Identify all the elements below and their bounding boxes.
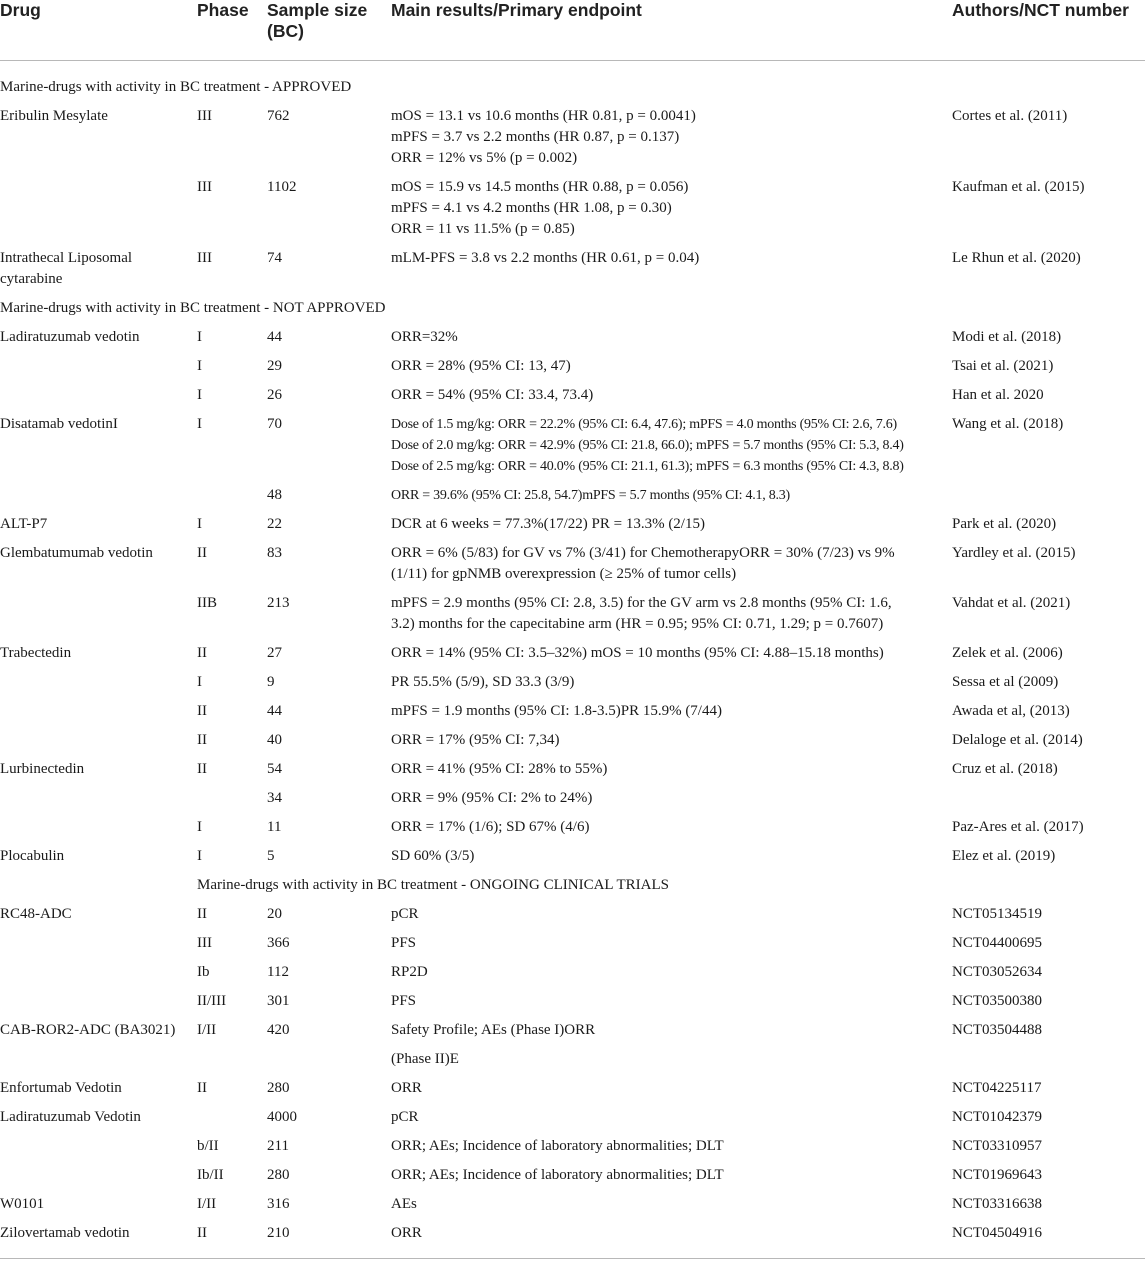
table-row: [0, 106, 1145, 177]
phase-cell: IIB: [197, 595, 217, 611]
results-cell: [391, 991, 952, 1020]
results-cell: [391, 514, 952, 543]
results-cell: [391, 414, 952, 485]
table-row: [0, 385, 1145, 414]
bottom-rule: [0, 1259, 1145, 1261]
author-cell: NCT04400695: [952, 935, 1042, 951]
author-cell: Sessa et al (2009): [952, 674, 1059, 690]
phase-cell: III: [197, 250, 212, 266]
header-sample-size: Sample size (BC): [267, 0, 391, 61]
result-line: (1/11) for gpNMB overexpression (≥ 25% of tumor cells): [391, 566, 737, 582]
author-cell: [952, 485, 1145, 514]
result-line: mOS = 13.1 vs 10.6 months (HR 0.81, p = 0.0041): [391, 108, 696, 124]
results-cell: [391, 1049, 952, 1078]
drug-cell: CAB-ROR2-ADC (BA3021): [0, 1022, 176, 1038]
result-line: ORR = 6% (5/83) for GV vs 7% (3/41) for ChemotherapyORR = 30% (7/23) vs 9%: [391, 545, 895, 561]
drug-cell: [0, 177, 197, 248]
author-cell: Cortes et al. (2011): [952, 108, 1068, 124]
author-cell: Wang et al. (2018): [952, 416, 1064, 432]
table-row: [0, 933, 1145, 962]
sample-size-cell: 44: [267, 703, 282, 719]
sample-size-cell: 1102: [267, 179, 297, 195]
table-footer: [0, 1259, 1145, 1261]
sample-size-cell: 213: [267, 595, 290, 611]
author-cell: Elez et al. (2019): [952, 848, 1056, 864]
author-cell: NCT05134519: [952, 906, 1042, 922]
table-row: [0, 514, 1145, 543]
result-line: pCR: [391, 1109, 419, 1125]
phase-cell: II: [197, 545, 207, 561]
results-cell: [391, 543, 952, 593]
drug-cell: [0, 701, 197, 730]
phase-cell: II: [197, 703, 207, 719]
phase-cell: [197, 485, 267, 514]
drug-cell: [0, 817, 197, 846]
drug-cell: Lurbinectedin: [0, 761, 85, 777]
phase-cell: I: [197, 848, 202, 864]
sample-size-cell: 211: [267, 1138, 289, 1154]
sample-size-cell: 26: [267, 387, 282, 403]
result-line: pCR: [391, 906, 419, 922]
table-row: [0, 701, 1145, 730]
result-line: Dose of 1.5 mg/kg: ORR = 22.2% (95% CI: 6.4, 47.6); mPFS = 4.0 months (95% CI: 2.6, 7.6): [391, 417, 897, 432]
phase-cell: II: [197, 1225, 207, 1241]
header-main-results: Main results/Primary endpoint: [391, 0, 952, 61]
result-line: ORR = 11 vs 11.5% (p = 0.85): [391, 221, 575, 237]
author-cell: [952, 1049, 1145, 1078]
drug-cell: Trabectedin: [0, 645, 72, 661]
drug-cell: [0, 356, 197, 385]
phase-cell: I: [197, 674, 202, 690]
table-row: [0, 1223, 1145, 1259]
table-row: [0, 962, 1145, 991]
result-line: ORR=32%: [391, 329, 458, 345]
table-header: [0, 0, 1145, 61]
results-cell: [391, 1194, 952, 1223]
result-line: SD 60% (3/5): [391, 848, 475, 864]
sample-size-cell: 420: [267, 1022, 290, 1038]
drug-cell: Ladiratuzumab Vedotin: [0, 1109, 141, 1125]
phase-cell: I: [197, 387, 202, 403]
table-row: [0, 991, 1145, 1020]
sample-size-cell: 54: [267, 761, 282, 777]
phase-cell: [197, 1107, 267, 1136]
author-cell: NCT03052634: [952, 964, 1042, 980]
table-row: [0, 759, 1145, 788]
table-row: [0, 817, 1145, 846]
sample-size-cell: 316: [267, 1196, 290, 1212]
phase-cell: I: [197, 329, 202, 345]
author-cell: Modi et al. (2018): [952, 329, 1062, 345]
sample-size-cell: 20: [267, 906, 282, 922]
sample-size-cell: 11: [267, 819, 282, 835]
results-cell: [391, 485, 952, 514]
result-line: mPFS = 3.7 vs 2.2 months (HR 0.87, p = 0.137): [391, 129, 680, 145]
section-label: Marine-drugs with activity in BC treatment - ONGOING CLINICAL TRIALS: [197, 877, 670, 893]
sample-size-cell: 366: [267, 935, 290, 951]
result-line: mPFS = 2.9 months (95% CI: 2.8, 3.5) for the GV arm vs 2.8 months (95% CI: 1.6,: [391, 595, 892, 611]
result-line: mPFS = 1.9 months (95% CI: 1.8-3.5)PR 15.9% (7/44): [391, 703, 722, 719]
drug-cell: ALT-P7: [0, 516, 48, 532]
drug-cell: [0, 788, 197, 817]
drug-cell: Glembatumumab vedotin: [0, 545, 153, 561]
result-line: AEs: [391, 1196, 417, 1212]
phase-cell: I/II: [197, 1196, 217, 1212]
author-cell: Kaufman et al. (2015): [952, 179, 1085, 195]
section-label: Marine-drugs with activity in BC treatment - APPROVED: [0, 79, 352, 95]
author-cell: Zelek et al. (2006): [952, 645, 1063, 661]
table-row: [0, 593, 1145, 643]
phase-cell: II: [197, 761, 207, 777]
author-cell: NCT04504916: [952, 1225, 1042, 1241]
header-phase: Phase: [197, 0, 267, 61]
results-cell: [391, 817, 952, 846]
author-cell: NCT03316638: [952, 1196, 1042, 1212]
author-cell: NCT04225117: [952, 1080, 1042, 1096]
table-row: [0, 248, 1145, 298]
sample-size-cell: 762: [267, 108, 290, 124]
result-line: ORR = 17% (95% CI: 7,34): [391, 732, 560, 748]
drug-cell: [0, 672, 197, 701]
phase-cell: II: [197, 1080, 207, 1096]
phase-cell: Ib: [197, 964, 210, 980]
sample-size-cell: 70: [267, 416, 282, 432]
table-row: [0, 327, 1145, 356]
sample-size-cell: 48: [267, 487, 282, 503]
result-line: Dose of 2.0 mg/kg: ORR = 42.9% (95% CI: 21.8, 66.0); mPFS = 5.7 months (95% CI: 5.3, 8.4): [391, 438, 904, 453]
phase-cell: II: [197, 906, 207, 922]
author-cell: NCT01969643: [952, 1167, 1042, 1183]
sample-size-cell: 29: [267, 358, 282, 374]
drug-cell: [0, 962, 197, 991]
phase-cell: [197, 788, 267, 817]
sample-size-cell: 27: [267, 645, 282, 661]
phase-cell: I: [197, 819, 202, 835]
phase-cell: I: [197, 516, 202, 532]
phase-cell: II: [197, 645, 207, 661]
result-line: ORR = 41% (95% CI: 28% to 55%): [391, 761, 608, 777]
author-cell: NCT03310957: [952, 1138, 1042, 1154]
sample-size-cell: 280: [267, 1080, 290, 1096]
author-cell: Paz-Ares et al. (2017): [952, 819, 1084, 835]
result-line: mOS = 15.9 vs 14.5 months (HR 0.88, p = 0.056): [391, 179, 689, 195]
sample-size-cell: 280: [267, 1167, 290, 1183]
drug-cell: RC48-ADC: [0, 906, 72, 922]
results-cell: [391, 248, 952, 298]
author-cell: Vahdat et al. (2021): [952, 595, 1071, 611]
drug-cell: Disatamab vedotinI: [0, 416, 118, 432]
results-cell: [391, 356, 952, 385]
section-row-approved: [0, 61, 1145, 107]
results-cell: [391, 1223, 952, 1259]
drug-cell: Eribulin Mesylate: [0, 108, 108, 124]
table-row: [0, 1049, 1145, 1078]
results-cell: [391, 933, 952, 962]
author-cell: [952, 788, 1145, 817]
results-cell: [391, 759, 952, 788]
author-cell: Yardley et al. (2015): [952, 545, 1076, 561]
sample-size-cell: 5: [267, 848, 275, 864]
result-line: ORR = 14% (95% CI: 3.5–32%) mOS = 10 months (95% CI: 4.88–15.18 months): [391, 645, 884, 661]
sample-size-cell: 301: [267, 993, 290, 1009]
table-row: [0, 672, 1145, 701]
drug-cell: [0, 593, 197, 643]
phase-cell: b/II: [197, 1138, 219, 1154]
sample-size-cell: 112: [267, 964, 289, 980]
results-cell: [391, 1020, 952, 1049]
results-cell: [391, 106, 952, 177]
results-cell: [391, 327, 952, 356]
table-row: [0, 1194, 1145, 1223]
drug-cell: [0, 485, 197, 514]
drug-cell: Zilovertamab vedotin: [0, 1225, 130, 1241]
author-cell: Cruz et al. (2018): [952, 761, 1058, 777]
drug-cell: Plocabulin: [0, 848, 65, 864]
results-cell: [391, 643, 952, 672]
author-cell: Awada et al, (2013): [952, 703, 1070, 719]
results-cell: [391, 672, 952, 701]
table-row: [0, 543, 1145, 593]
drug-cell: [0, 385, 197, 414]
sample-size-cell: 22: [267, 516, 282, 532]
result-line: ORR = 17% (1/6); SD 67% (4/6): [391, 819, 590, 835]
sample-size-cell: [267, 1049, 391, 1078]
result-line: ORR: [391, 1080, 422, 1096]
drug-cell: Ladiratuzumab vedotin: [0, 329, 140, 345]
table-row: [0, 1136, 1145, 1165]
result-line: ORR; AEs; Incidence of laboratory abnormalities; DLT: [391, 1138, 724, 1154]
sample-size-cell: 44: [267, 329, 282, 345]
phase-cell: II/III: [197, 993, 227, 1009]
header-authors: Authors/NCT number: [952, 0, 1145, 61]
result-line: mPFS = 4.1 vs 4.2 months (HR 1.08, p = 0.30): [391, 200, 672, 216]
drug-cell: [0, 933, 197, 962]
result-line: RP2D: [391, 964, 428, 980]
phase-cell: [197, 1049, 267, 1078]
result-line: PFS: [391, 935, 417, 951]
section-label: Marine-drugs with activity in BC treatment - NOT APPROVED: [0, 300, 386, 316]
results-cell: [391, 962, 952, 991]
phase-cell: I: [197, 358, 202, 374]
section-row-ongoing: [0, 875, 1145, 904]
result-line: ORR = 39.6% (95% CI: 25.8, 54.7)mPFS = 5.7 months (95% CI: 4.1, 8.3): [391, 488, 790, 503]
table-row: [0, 485, 1145, 514]
table-row: [0, 1020, 1145, 1049]
author-cell: Le Rhun et al. (2020): [952, 250, 1081, 266]
header-drug: Drug: [0, 0, 197, 61]
sample-size-cell: 40: [267, 732, 282, 748]
results-cell: [391, 177, 952, 248]
phase-cell: I/II: [197, 1022, 217, 1038]
result-line: PR 55.5% (5/9), SD 33.3 (3/9): [391, 674, 575, 690]
author-cell: Tsai et al. (2021): [952, 358, 1054, 374]
phase-cell: III: [197, 935, 212, 951]
author-cell: NCT03500380: [952, 993, 1042, 1009]
section-indent: [0, 875, 197, 904]
drug-cell: [0, 991, 197, 1020]
table-row: [0, 1107, 1145, 1136]
table-row: [0, 1078, 1145, 1107]
drug-cell: Intrathecal Liposomal cytarabine: [0, 250, 133, 287]
bottom-rule-cell: [0, 1259, 1145, 1261]
phase-cell: III: [197, 108, 212, 124]
sample-size-cell: 34: [267, 790, 282, 806]
drug-cell: [0, 1165, 197, 1194]
result-line: Safety Profile; AEs (Phase I)ORR: [391, 1022, 596, 1038]
result-line: ORR = 28% (95% CI: 13, 47): [391, 358, 571, 374]
header-row: [0, 0, 1145, 61]
results-cell: [391, 1107, 952, 1136]
sample-size-cell: 4000: [267, 1109, 297, 1125]
drug-cell: Enfortumab Vedotin: [0, 1080, 122, 1096]
phase-cell: I: [197, 416, 202, 432]
phase-cell: Ib/II: [197, 1167, 224, 1183]
result-line: ORR: [391, 1225, 422, 1241]
phase-cell: II: [197, 732, 207, 748]
table-row: [0, 788, 1145, 817]
author-cell: NCT03504488: [952, 1022, 1042, 1038]
result-line: ORR; AEs; Incidence of laboratory abnormalities; DLT: [391, 1167, 724, 1183]
author-cell: Park et al. (2020): [952, 516, 1057, 532]
table-row: [0, 904, 1145, 933]
table-row: [0, 177, 1145, 248]
table-row: [0, 1165, 1145, 1194]
results-cell: [391, 846, 952, 875]
author-cell: Han et al. 2020: [952, 387, 1044, 403]
drug-cell: [0, 730, 197, 759]
author-cell: NCT01042379: [952, 1109, 1042, 1125]
author-cell: Delaloge et al. (2014): [952, 732, 1083, 748]
result-line: 3.2) months for the capecitabine arm (HR = 0.95; 95% CI: 0.71, 1.29; p = 0.7607): [391, 616, 884, 632]
results-cell: [391, 385, 952, 414]
results-cell: [391, 788, 952, 817]
results-cell: [391, 730, 952, 759]
drug-cell: [0, 1049, 197, 1078]
results-cell: [391, 904, 952, 933]
sample-size-cell: 9: [267, 674, 275, 690]
drug-cell: W0101: [0, 1196, 45, 1212]
results-cell: [391, 1136, 952, 1165]
result-line: ORR = 12% vs 5% (p = 0.002): [391, 150, 578, 166]
results-cell: [391, 1165, 952, 1194]
results-cell: [391, 1078, 952, 1107]
sample-size-cell: 74: [267, 250, 282, 266]
table-row: [0, 356, 1145, 385]
results-cell: [391, 593, 952, 643]
table-row: [0, 846, 1145, 875]
section-row-not-approved: [0, 298, 1145, 327]
drug-cell: [0, 1136, 197, 1165]
sample-size-cell: 210: [267, 1225, 290, 1241]
phase-cell: III: [197, 179, 212, 195]
result-line: mLM-PFS = 3.8 vs 2.2 months (HR 0.61, p = 0.04): [391, 250, 700, 266]
result-line: (Phase II)E: [391, 1051, 459, 1067]
table-body: [0, 61, 1145, 1259]
result-line: DCR at 6 weeks = 77.3%(17/22) PR = 13.3% (2/15): [391, 516, 705, 532]
table-row: [0, 643, 1145, 672]
table-row: [0, 730, 1145, 759]
table-row: [0, 414, 1145, 485]
result-line: ORR = 9% (95% CI: 2% to 24%): [391, 790, 593, 806]
sample-size-cell: 83: [267, 545, 282, 561]
results-cell: [391, 701, 952, 730]
result-line: Dose of 2.5 mg/kg: ORR = 40.0% (95% CI: 21.1, 61.3); mPFS = 6.3 months (95% CI: 4.3, 8.8): [391, 459, 904, 474]
result-line: PFS: [391, 993, 417, 1009]
result-line: ORR = 54% (95% CI: 33.4, 73.4): [391, 387, 594, 403]
